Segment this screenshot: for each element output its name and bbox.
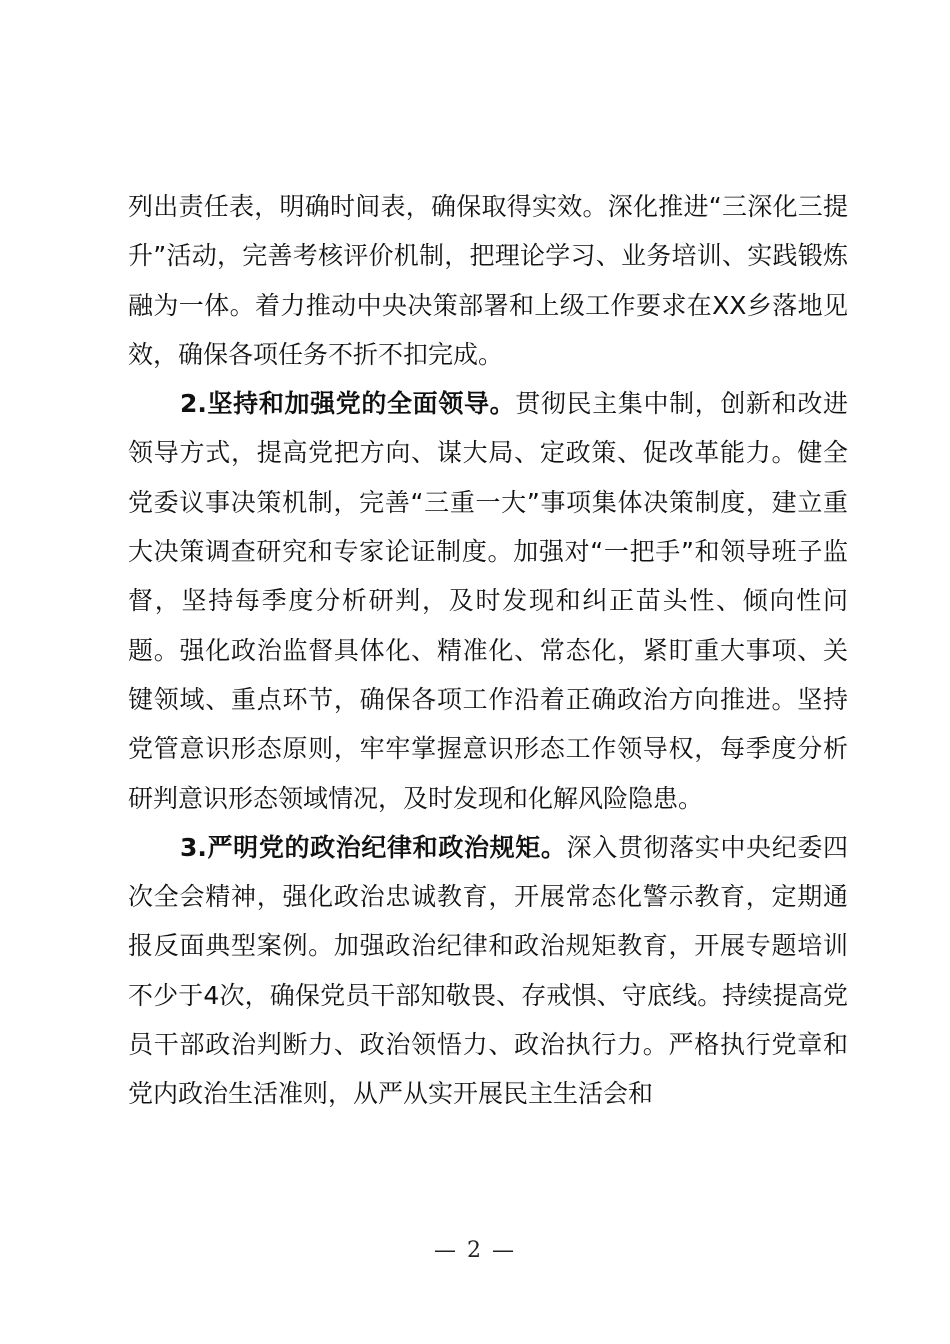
paragraph-1 <box>128 182 848 379</box>
paragraph-2-text: 贯彻民主集中制，创新和改进领导方式，提高党把方向、谋大局、定政策、促改革能力。健全党委议事决策机制，完善“三重一大”事项集体决策制度，建立重大决策调查研究和专家论证制度。加强对“一把手”和领导班子监督，坚持每季度分析研判，及时发现和纠正苗头性、倾向性问题。强化政治监督具体化、精准化、常态化，紧盯重大事项、关键领域、重点环节，确保各项工作沿着正确政治方向推进。坚持党管意识形态原则，牢牢掌握意识形态工作领导权，每季度分析研判意识形态领域情况，及时发现和化解风险隐患。 <box>128 389 848 813</box>
document-body <box>128 182 848 1119</box>
paragraph-3 <box>128 823 848 1119</box>
paragraph-3-text: 深入贯彻落实中央纪委四次全会精神，强化政治忠诚教育，开展常态化警示教育，定期通报反面典型案例。加强政治纪律和政治规矩教育，开展专题培训不少于4次，确保党员干部知敬畏、存戒惧、守底线。持续提高党员干部政治判断力、政治领悟力、政治执行力。严格执行党章和党内政治生活准则，从严从实开展民主生活会和 <box>128 832 848 1109</box>
paragraph-3-heading: 3.严明党的政治纪律和政治规矩。 <box>180 832 567 862</box>
paragraph-2 <box>128 379 848 823</box>
page-number: — 2 — <box>434 1238 516 1263</box>
paragraph-1-text: 列出责任表，明确时间表，确保取得实效。深化推进“三深化三提升”活动，完善考核评价机制，把理论学习、业务培训、实践锻炼融为一体。着力推动中央决策部署和上级工作要求在XX乡落地见效，确保各项任务不折不扣完成。 <box>128 192 848 369</box>
paragraph-2-heading: 2.坚持和加强党的全面领导。 <box>180 389 516 419</box>
